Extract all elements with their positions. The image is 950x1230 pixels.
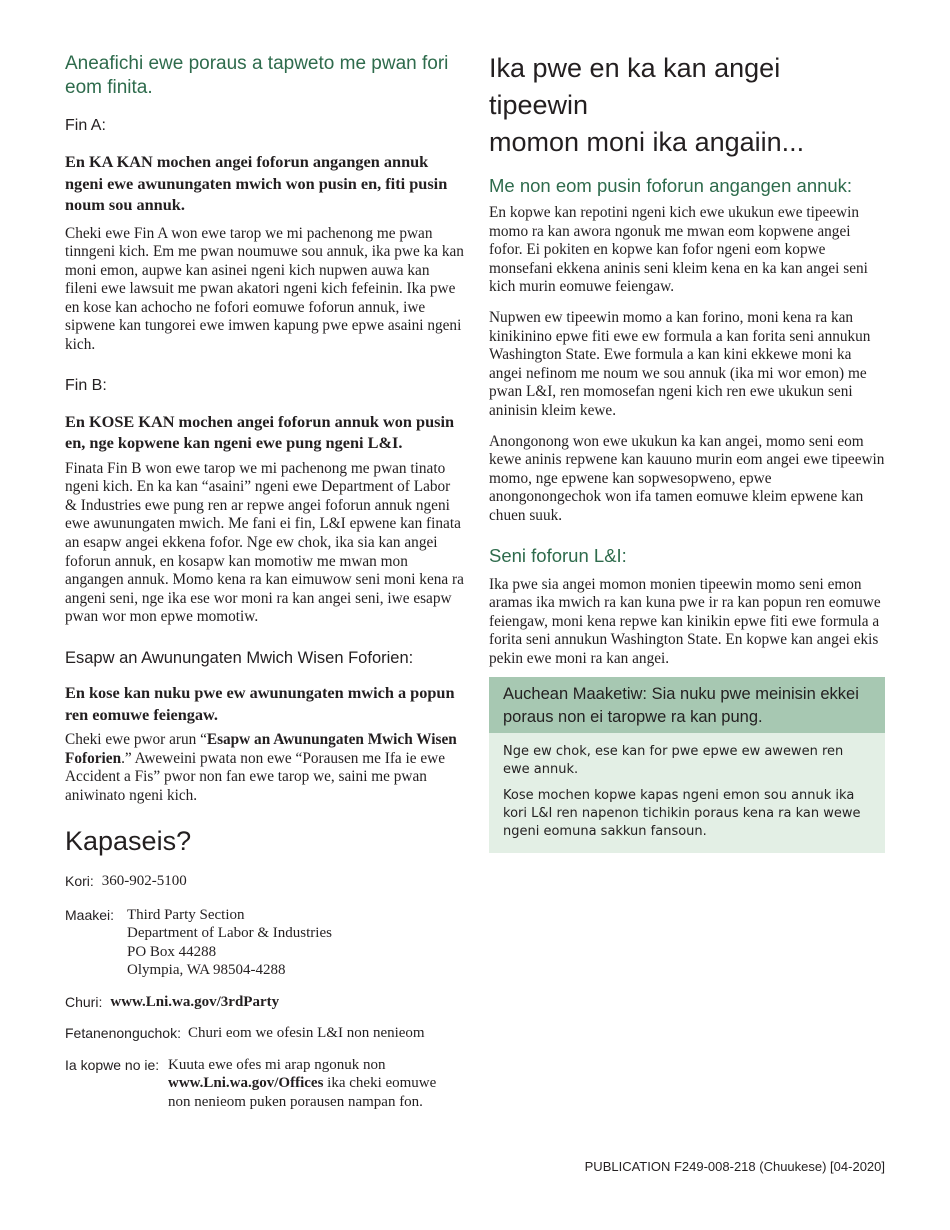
esapw-body-bold: Esapw an Awunungaten Mwich Wisen Foforien <box>65 731 457 767</box>
sec1-p3: Anongonong won ewe ukukun ka kan angei, momo seni eom kewe aninis repwene kan kauuno murin eom angei ewe tipeewin momo, nge epwene kan sopwesopweno, epwe anongonongechok won ifa tamen eomuwe kleim epwene kan chuen suuk. <box>489 432 885 524</box>
web-link[interactable]: www.Lni.wa.gov/3rdParty <box>110 993 280 1010</box>
sec2-heading: Seni foforun L&I: <box>489 544 627 566</box>
contact-location <box>65 1056 465 1112</box>
office-label: Fetanenonguchok: <box>65 1025 181 1042</box>
sec1-heading: Me non eom pusin foforun angangen annuk: <box>489 175 853 196</box>
sec1-p2: Nupwen ew tipeewin momo a kan forino, moni kena ra kan kinikinino epwe fiti ewe ew formula a kan forita seni annukun Washington State. Ewe formula a kan kini ekkewe moni ka angei nefinom me noum we sou annuk (ika mi wor emon) me pwan L&I, ren momosefan ngeni kich ren ewe ukukun seni aninisin kleim kewe. <box>489 308 871 419</box>
esapw-heading: En kose kan nuku pwe ew awunungaten mwich a popun ren eomuwe feiengaw. <box>65 683 455 724</box>
intro-text: Aneafichi ewe poraus a tapweto me pwan fori eom finita. <box>65 53 449 98</box>
ia-label: Ia kopwe no ie: <box>65 1056 160 1073</box>
right-title-line1: Ika pwe en ka kan angei tipeewin <box>489 53 781 120</box>
mail-line: Third Party Section <box>127 906 245 923</box>
contact-office <box>65 1024 465 1043</box>
sec2-p1: Ika pwe sia angei momon monien tipeewin momo seni emon aramas ika mwich ra kan kuna pwe ir ra kan popun ren eomuwe feiengaw, moni kena repwe kan kinikin epwe fiti ewe formula a forita seni annukun Washington State. En kopwe kan angei ekis pekin ewe moni ra kan angei. <box>489 575 881 667</box>
fin-a-label: Fin A: <box>65 117 106 134</box>
fin-b-body: Finata Fin B won ewe tarop we mi pachenong me pwan tinato ngeni kich. En ka kan “asaini” ngeni ewe Department of Labor & Industries ewe pung ren ar repwe angei foforun annuk ngeni ewe awunungaten mwich. Me fani ei fin, L&I epwene kan finata an esapw angei ekkena fofor. Nge ew chok, ika sia kan angei foforun annuk, en kosapw kan momotiw me mwan mon angangen annuk. Momo kena ra kan eimuwow seni moni kena ra angeni seni, nge ika ese wor moni ra kan angei seni, iwe esapw pwan wor mon epwe momotiw. <box>65 459 464 626</box>
mail-line: Olympia, WA 98504-4288 <box>127 962 286 979</box>
right-column <box>489 50 885 668</box>
notice-heading: Auchean Maaketiw: Sia nuku pwe meinisin ekkei poraus non ei taropwe ra kan pung. <box>489 677 885 733</box>
ia-pre: Kuuta ewe ofes mi arap ngonuk non <box>168 1056 386 1073</box>
mail-address <box>127 906 332 980</box>
mail-line: PO Box 44288 <box>127 943 217 960</box>
publication-number: PUBLICATION F249-008-218 (Chuukese) [04-2020] <box>584 1159 885 1174</box>
contact-phone <box>65 872 465 891</box>
contact-mail <box>65 906 465 980</box>
esapw-body-pre: Cheki ewe pwor arun “ <box>65 731 207 748</box>
mail-line: Department of Labor & Industries <box>127 925 332 942</box>
notice-box <box>489 677 885 853</box>
notice-p2: Kose mochen kopwe kapas ngeni emon sou annuk ika kori L&I ren napenon tichikin poraus kena ra kan wewe ngeni eomuna sakkun fansoun. <box>503 788 861 839</box>
mail-label: Maakei: <box>65 906 115 923</box>
notice-body <box>489 733 885 853</box>
notice-p1: Nge ew chok, ese kan for pwe epwe ew awewen ren ewe annuk. <box>503 744 844 777</box>
esapw-body <box>65 731 465 805</box>
esapw-title: Esapw an Awunungaten Mwich Wisen Foforien: <box>65 649 414 667</box>
right-title-line2: momon moni ika angaiin... <box>489 127 805 157</box>
office-value: Churi eom we ofesin L&I non nenieom <box>187 1025 425 1042</box>
right-title <box>489 50 885 161</box>
ia-value <box>168 1056 458 1112</box>
esapw-body-post: .” Aweweini pwata non ewe “Porausen me Ifa ie ewe Accident a Fis” pwor non fan ewe tarop we, saini me pwan aniwinato ngeni kich. <box>65 749 446 804</box>
fin-b-heading: En KOSE KAN mochen angei foforun annuk won pusin en, nge kopwene kan ngeni ewe pung ngeni L&I. <box>65 411 455 453</box>
kapaseis-title: Kapaseis? <box>65 826 192 857</box>
phone-label: Kori: <box>65 873 94 890</box>
left-column <box>65 52 465 1111</box>
offices-link[interactable]: www.Lni.wa.gov/Offices <box>168 1075 324 1092</box>
phone-value: 360-902-5100 <box>101 873 187 890</box>
fin-a-heading: En KA KAN mochen angei foforun angangen annuk ngeni ewe awunungaten mwich won pusin en, fiti pusin noum sou annuk. <box>65 152 448 214</box>
fin-a-body: Cheki ewe Fin A won ewe tarop we mi pachenong me pwan tinngeni kich. Em me pwan noumuwe sou annuk, ika pwe ka kan moni emon, aupwe kan asinei ngeni kich nupwen auwa kan fileni ewe lawsuit me pwan akatori ngeni kich fefeinin. Ika pwe en kose kan achocho ne fofori eomuwe foforun annuk, iwe sipwene kan tungorei ewe imwen kapung pwe epwe asaini ngeni kich. <box>65 224 464 354</box>
contact-web <box>65 993 465 1012</box>
web-label: Churi: <box>65 993 103 1010</box>
sec1-p1: En kopwe kan repotini ngeni kich ewe ukukun ewe tipeewin momo ra kan awora ngonuk me mwan eom kopwene angei fofor. Ei pokiten en kopwe kan fofor ngeni eom kopwe monsefani ekkena aninis seni kleim kena en ka kan angei seni kich murin eomuwe feiengaw. <box>489 204 868 296</box>
fin-b-label: Fin B: <box>65 376 107 394</box>
ia-post: ika cheki eomuwe non nenieom puken porausen nampan fon. <box>168 1075 437 1110</box>
